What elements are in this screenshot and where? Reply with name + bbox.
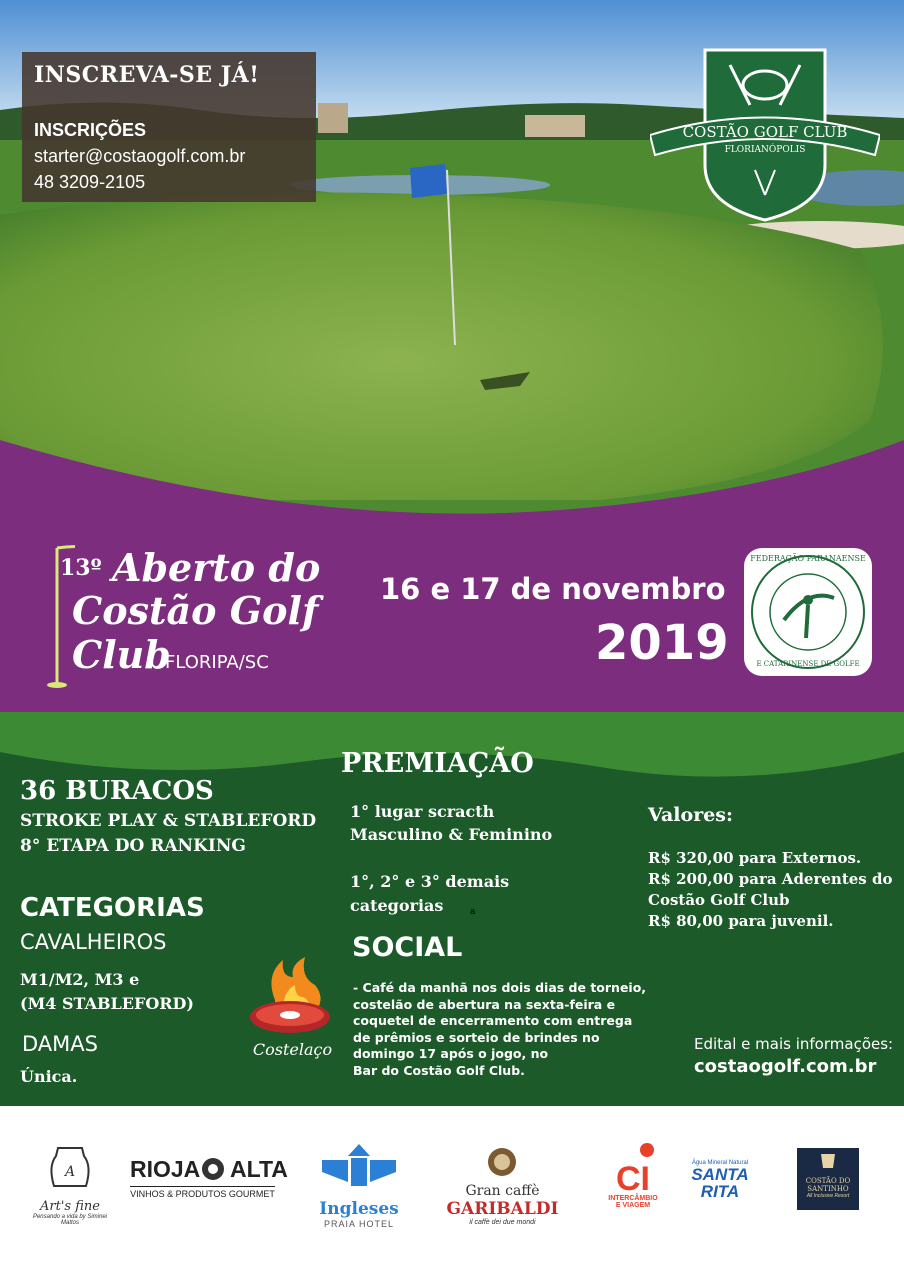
ingleses-sub: PRAIA HOTEL bbox=[323, 1219, 395, 1229]
social-text bbox=[353, 980, 646, 1079]
costao-santinho-sub: All Inclusive Resort bbox=[806, 1193, 850, 1199]
federation-text-top: FEDERAÇÃO PARANAENSE bbox=[750, 554, 866, 563]
women-value: Única. bbox=[20, 1067, 78, 1086]
stray-char: a bbox=[470, 907, 476, 917]
santarita-label: SANTA RITA bbox=[691, 1165, 749, 1201]
social-line: - Café da manhã nos dois dias de torneio, bbox=[353, 980, 647, 995]
prizes-line3: 1°, 2° e 3° demais bbox=[350, 872, 510, 891]
artsfine-sub: Pensando a vida by Siminei Mattos bbox=[32, 1214, 108, 1226]
registration-phone[interactable]: 48 3209-2105 bbox=[34, 172, 146, 192]
sponsor-ingleses bbox=[318, 1142, 400, 1232]
registration-email[interactable]: starter@costaogolf.com.br bbox=[34, 146, 246, 166]
registration-box bbox=[22, 52, 316, 202]
social-heading: SOCIAL bbox=[352, 932, 463, 963]
info-url[interactable]: costaogolf.com.br bbox=[694, 1056, 877, 1077]
sponsor-ci bbox=[605, 1142, 661, 1232]
costelaco-logo bbox=[245, 955, 340, 1070]
artsfine-label: Art's fine bbox=[40, 1199, 100, 1214]
social-line: coquetel de encerramento com entrega bbox=[353, 1013, 633, 1028]
registration-label: INSCRIÇÕES bbox=[34, 120, 147, 140]
social-line: costelão de abertura na sexta-feira e bbox=[353, 996, 616, 1012]
garibaldi-sub: il caffè dei due mondi bbox=[469, 1219, 536, 1226]
info-label: Edital e mais informações: bbox=[694, 1035, 894, 1053]
costelaco-label: Costelaço bbox=[252, 1040, 333, 1059]
event-title-line2: Costão Golf bbox=[72, 588, 319, 633]
social-line: Bar do Costão Golf Club. bbox=[353, 1062, 525, 1078]
prices-line2: R$ 200,00 para Aderentes do bbox=[648, 870, 893, 888]
men-line2: (M4 STABLEFORD) bbox=[20, 994, 194, 1013]
event-title-line3: Club bbox=[72, 632, 171, 677]
garibaldi-label: GARIBALDI bbox=[446, 1199, 559, 1219]
alta-label: ALTA bbox=[230, 1156, 288, 1182]
ci-sub1: INTERCÂMBIO bbox=[608, 1195, 658, 1202]
ranking-stage: 8° ETAPA DO RANKING bbox=[20, 836, 246, 856]
men-line1: M1/M2, M3 e bbox=[20, 970, 140, 989]
club-logo-name: COSTÃO GOLF CLUB bbox=[682, 123, 848, 141]
prizes-line2: Masculino & Feminino bbox=[350, 825, 553, 844]
sponsor-santa-rita bbox=[685, 1160, 755, 1210]
sponsor-costao-santinho bbox=[797, 1148, 859, 1210]
ci-sub2: E VIAGEM bbox=[615, 1202, 651, 1209]
women-heading: DAMAS bbox=[22, 1032, 98, 1056]
categories-heading: CATEGORIAS bbox=[20, 893, 205, 923]
format-modes: STROKE PLAY & STABLEFORD bbox=[20, 811, 317, 831]
prices-line1: R$ 320,00 para Externos. bbox=[648, 849, 862, 867]
event-title-line1: Aberto do bbox=[112, 545, 321, 590]
costao-santinho-emblem-icon bbox=[797, 1148, 859, 1172]
sponsor-rioja-alta bbox=[130, 1156, 288, 1206]
club-logo-city: FLORIANÓPOLIS bbox=[724, 145, 806, 155]
ci-label: CI bbox=[616, 1160, 650, 1198]
svg-text:A: A bbox=[64, 1164, 76, 1180]
prices-line4: R$ 80,00 para juvenil. bbox=[648, 912, 834, 930]
costao-santinho-label: COSTÃO DO SANTINHO bbox=[805, 1177, 851, 1193]
sponsor-artsfine bbox=[30, 1144, 110, 1234]
event-dates: 16 e 17 de novembro bbox=[380, 572, 726, 606]
santarita-top: Água Mineral Natural bbox=[691, 1160, 749, 1166]
event-year: 2019 bbox=[595, 615, 729, 671]
rioja-emblem-icon bbox=[198, 1156, 228, 1182]
gran-label: Gran caffè bbox=[465, 1183, 540, 1199]
men-heading: CAVALHEIROS bbox=[20, 930, 167, 954]
federation-text-bottom: E CATARINENSE DE GOLFE bbox=[756, 660, 860, 668]
registration-heading: INSCREVA-SE JÁ! bbox=[34, 62, 260, 88]
ingleses-label: Ingleses bbox=[319, 1199, 399, 1219]
event-location: FLORIPA/SC bbox=[165, 652, 269, 673]
sponsors-bar bbox=[0, 1106, 904, 1280]
event-edition: 13º bbox=[60, 555, 102, 581]
prices-heading: Valores: bbox=[648, 804, 734, 826]
prizes-line1: 1° lugar scracth bbox=[350, 802, 495, 821]
federation-logo bbox=[744, 548, 872, 676]
rioja-sub: VINHOS & PRODUTOS GOURMET bbox=[130, 1186, 275, 1199]
sponsor-garibaldi bbox=[445, 1146, 560, 1236]
holes-heading: 36 BURACOS bbox=[20, 776, 214, 806]
club-logo bbox=[650, 45, 880, 225]
prizes-line4: categorias bbox=[350, 896, 444, 915]
rioja-label: RIOJA bbox=[130, 1156, 201, 1182]
prices-line3: Costão Golf Club bbox=[648, 891, 790, 909]
social-line: domingo 17 após o jogo, no bbox=[353, 1046, 549, 1061]
social-line: de prêmios e sorteio de brindes no bbox=[353, 1029, 600, 1045]
prizes-heading: PREMIAÇÃO bbox=[341, 748, 534, 779]
